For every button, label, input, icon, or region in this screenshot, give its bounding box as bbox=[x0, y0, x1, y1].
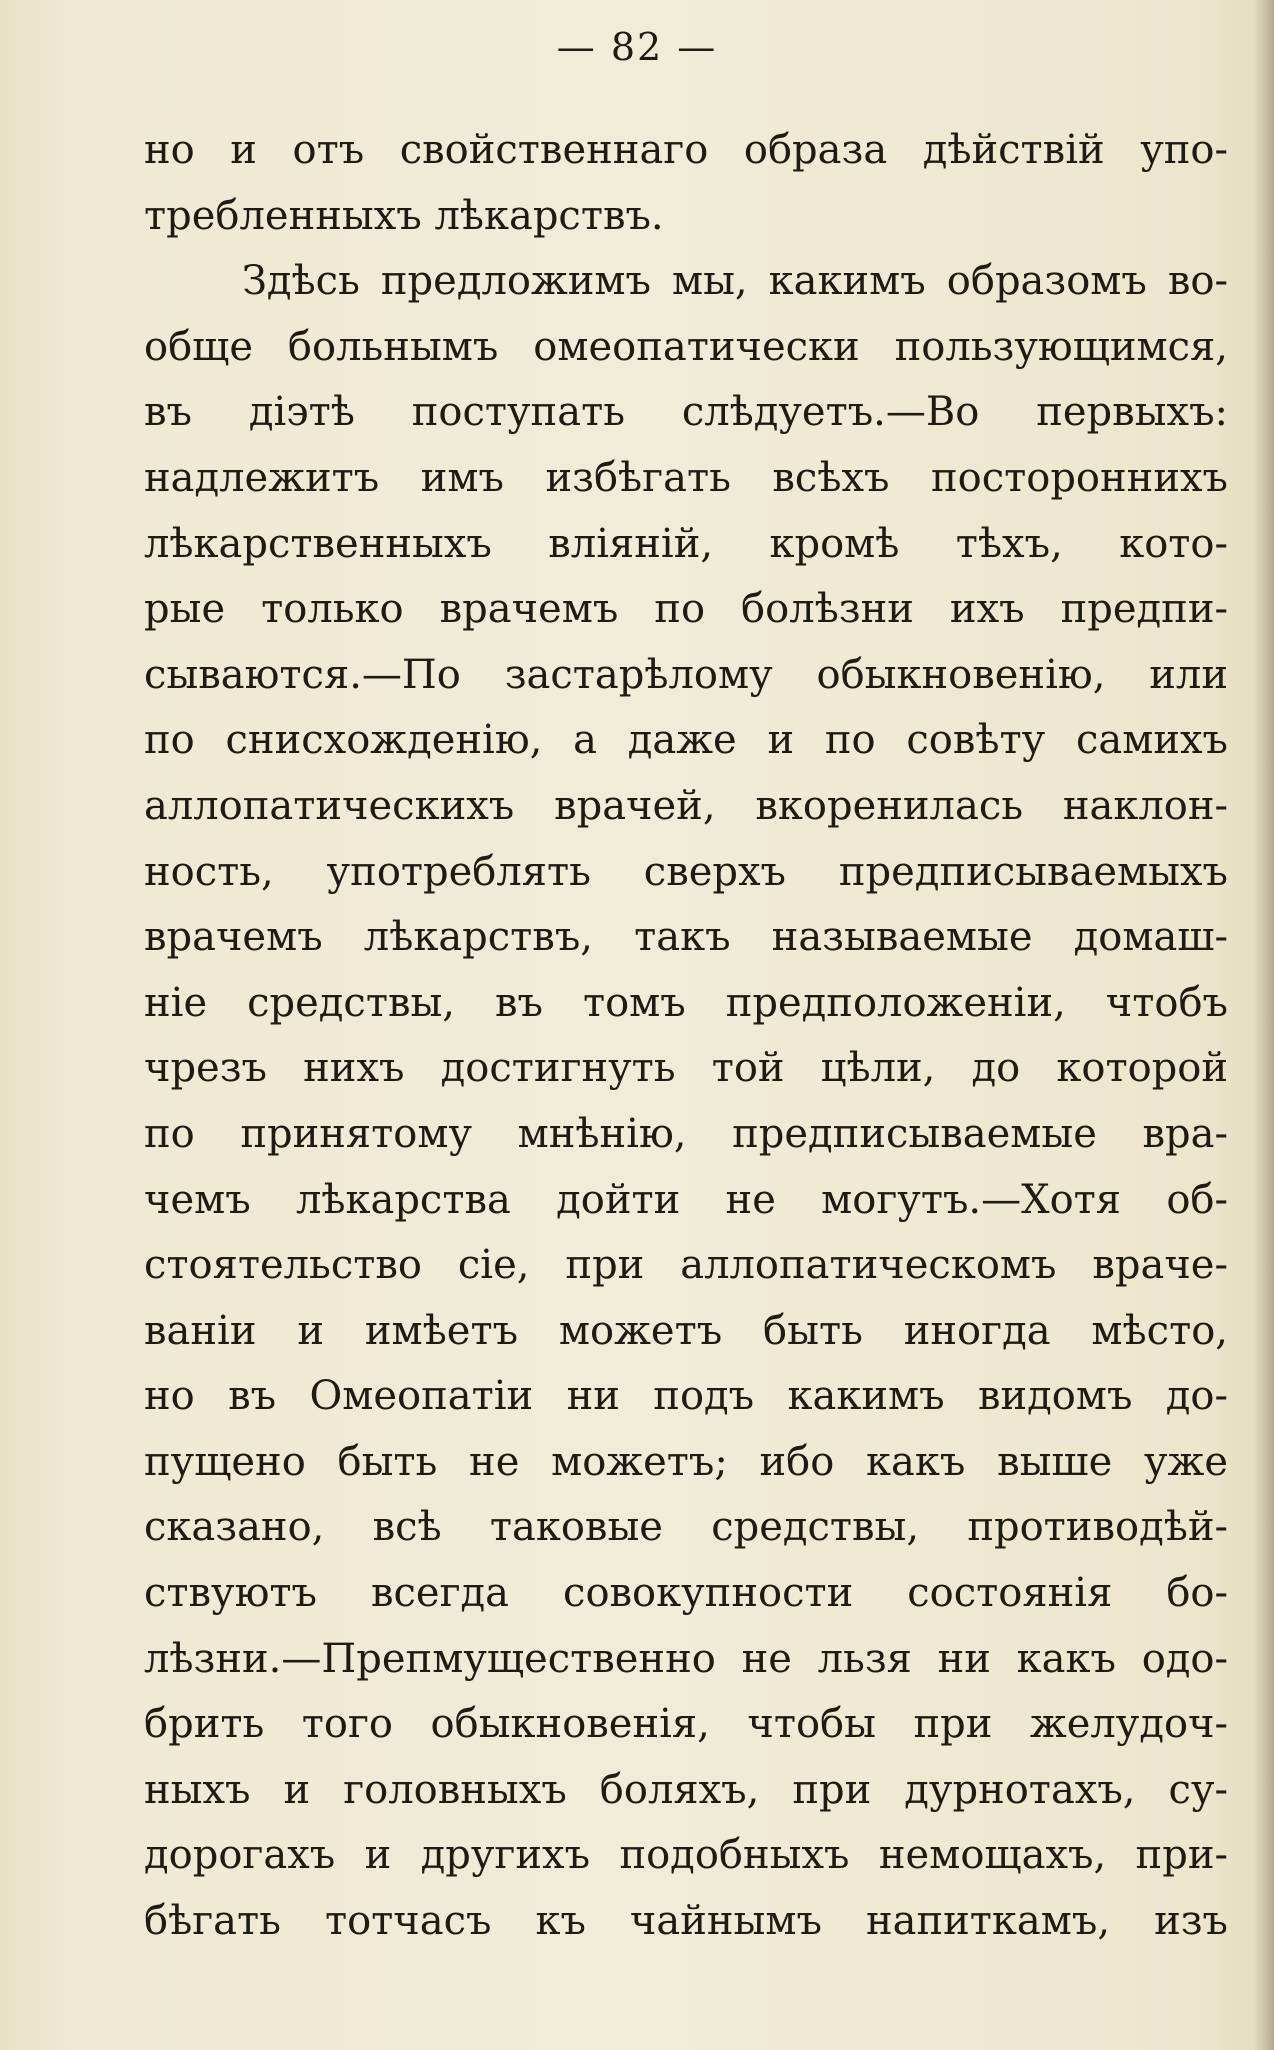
text-line: стоятельство сіе, при аллопатическомъ враче- bbox=[144, 1242, 1228, 1289]
text-line: ваніи и имѣетъ можетъ быть иногда мѣсто, bbox=[144, 1307, 1228, 1354]
text-line: ныхъ и головныхъ боляхъ, при дурнотахъ, су- bbox=[144, 1766, 1228, 1813]
text-line: требленныхъ лѣкарствъ. bbox=[144, 192, 664, 239]
text-line: чемъ лѣкарства дойти не могутъ.—Хотя об- bbox=[144, 1176, 1228, 1223]
text-line: лѣкарственныхъ вліяній, кромѣ тѣхъ, кото- bbox=[144, 520, 1228, 567]
page-edge-shadow bbox=[1254, 0, 1274, 2050]
text-line: въ діэтѣ поступать слѣдуетъ.—Во первыхъ: bbox=[144, 389, 1228, 436]
text-line: но въ Омеопатіи ни подъ какимъ видомъ до- bbox=[144, 1373, 1228, 1420]
text-line: аллопатическихъ врачей, вкоренилась наклон- bbox=[144, 782, 1228, 829]
text-line: сказано, всѣ таковые средствы, противодѣй- bbox=[144, 1504, 1228, 1551]
text-line: дорогахъ и другихъ подобныхъ немощахъ, при- bbox=[144, 1832, 1228, 1879]
text-line: лѣзни.—Препмущественно не льзя ни какъ одо- bbox=[144, 1635, 1228, 1682]
text-line: по принятому мнѣнію, предписываемые вра- bbox=[144, 1110, 1228, 1157]
text-line: чрезъ нихъ достигнуть той цѣли, до которой bbox=[144, 1045, 1228, 1092]
page-number: — 82 — bbox=[556, 25, 718, 69]
text-line: бѣгать тотчасъ къ чайнымъ напиткамъ, изъ bbox=[144, 1898, 1228, 1945]
paragraph-start-line: Здѣсь предложимъ мы, какимъ образомъ во- bbox=[242, 258, 1228, 305]
text-line: ствуютъ всегда совокупности состоянія бо- bbox=[144, 1570, 1228, 1617]
text-line: брить того обыкновенія, чтобы при желудоч- bbox=[144, 1701, 1228, 1748]
text-line: ніе средствы, въ томъ предположеніи, чтобъ bbox=[144, 979, 1228, 1026]
text-line: врачемъ лѣкарствъ, такъ называемые домаш- bbox=[144, 914, 1228, 961]
text-line: ность, употреблять сверхъ предписываемыхъ bbox=[144, 848, 1228, 895]
text-line: обще больнымъ омеопатически пользующимся, bbox=[144, 323, 1228, 370]
body-text bbox=[144, 118, 1228, 1955]
text-line: рые только врачемъ по болѣзни ихъ предпи- bbox=[144, 586, 1228, 633]
text-line: по снисхожденію, а даже и по совѣту самихъ bbox=[144, 717, 1228, 764]
text-line: сываются.—По застарѣлому обыкновенію, или bbox=[144, 651, 1228, 698]
text-line: но и отъ свойственнаго образа дѣйствій упо- bbox=[144, 127, 1228, 173]
text-line: надлежитъ имъ избѣгать всѣхъ постороннихъ bbox=[144, 454, 1228, 501]
text-line: пущено быть не можетъ; ибо какъ выше уже bbox=[144, 1438, 1228, 1485]
